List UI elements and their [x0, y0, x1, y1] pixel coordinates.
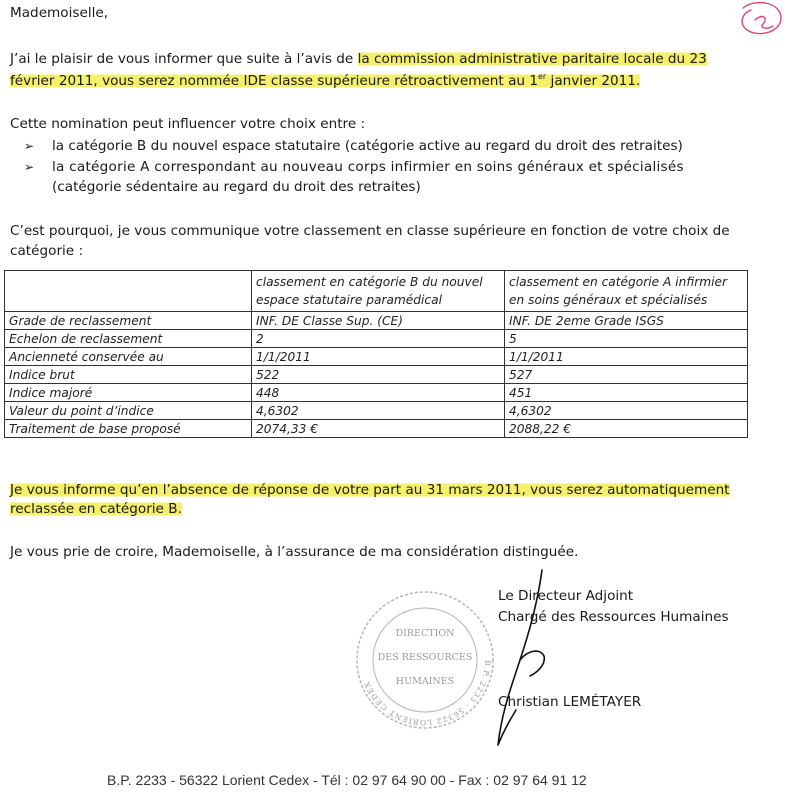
table-row [5, 312, 748, 330]
p1-superscript: er [538, 72, 547, 81]
closing-formula: Je vous prie de croire, Mademoiselle, à l’assurance de ma considération distinguée. [10, 544, 579, 560]
p1-text-a: J’ai le plaisir de vous informer que suite à l’avis de [10, 51, 358, 67]
table-cell: 451 [505, 384, 748, 402]
paragraph-1-line-1 [10, 50, 707, 68]
table-cell: 522 [252, 366, 505, 384]
table-cell: 2 [252, 330, 505, 348]
salutation: Mademoiselle, [10, 5, 109, 21]
table-cell: INF. DE 2eme Grade ISGS [505, 312, 748, 330]
table-cell: Ancienneté conservée au [5, 348, 252, 366]
table-cell: INF. DE Classe Sup. (CE) [252, 312, 505, 330]
table-cell: 4,6302 [252, 402, 505, 420]
paragraph-4-line-1 [10, 481, 730, 499]
table-cell: Traitement de base proposé [5, 420, 252, 438]
paragraph-2-intro: Cette nomination peut influencer votre choix entre : [10, 116, 366, 132]
signatory-name: Christian LEMÉTAYER [498, 694, 642, 710]
paragraph-4-line-2 [10, 500, 182, 518]
stamp-ring-text: B.P. 2233 - 56322 LORIENT CEDEX [362, 659, 493, 728]
bullet-1: la catégorie B du nouvel espace statutaire (catégorie active au regard du droit des retraites) [52, 138, 683, 154]
table-cell: 1/1/2011 [505, 348, 748, 366]
table-header-cell: classement en catégorie A infirmier en soins généraux et spécialisés [505, 271, 748, 312]
paragraph-1-line-2 [10, 72, 640, 90]
table-row [5, 330, 748, 348]
table-cell: 527 [505, 366, 748, 384]
table-cell: Indice majoré [5, 384, 252, 402]
pencil-annotation-mark [733, 0, 789, 40]
stamp-line-3: HUMAINES [395, 676, 455, 687]
table-header-cell: classement en catégorie B du nouvel espace statutaire paramédical [252, 271, 505, 312]
table-row [5, 348, 748, 366]
bullet-2-continuation: (catégorie sédentaire au regard du droit des retraites) [52, 179, 421, 195]
p1-highlight-b: la commission administrative paritaire locale du 23 [357, 51, 707, 67]
table-cell: 2088,22 € [505, 420, 748, 438]
table-cell: 1/1/2011 [252, 348, 505, 366]
table-cell: Echelon de reclassement [5, 330, 252, 348]
stamp-line-1: DIRECTION [395, 628, 455, 639]
table-row [5, 420, 748, 438]
signatory-title-2: Chargé des Ressources Humaines [498, 609, 729, 625]
p1-text-d: janvier 2011. [546, 73, 641, 89]
table-header-row [5, 271, 748, 312]
table-row [5, 402, 748, 420]
table-row [5, 366, 748, 384]
table-header-cell [5, 271, 252, 312]
footer-address: B.P. 2233 - 56322 Lorient Cedex - Tél : 02 97 64 90 00 - Fax : 02 97 64 91 12 [107, 772, 587, 788]
handwritten-signature [480, 560, 570, 760]
p1-text-c: février 2011, vous serez nommée IDE classe supérieure rétroactivement au 1 [10, 73, 538, 89]
p4-highlight-b: reclassée en catégorie B. [10, 501, 182, 517]
table-cell: 448 [252, 384, 505, 402]
arrow-bullet-icon: ➢ [24, 160, 35, 174]
table-cell: Grade de reclassement [5, 312, 252, 330]
table-cell: 5 [505, 330, 748, 348]
table-cell: Valeur du point d’indice [5, 402, 252, 420]
table-cell: Indice brut [5, 366, 252, 384]
paragraph-3-line-2: catégorie : [10, 243, 84, 259]
table-cell: 4,6302 [505, 402, 748, 420]
p1-highlight-c [10, 73, 640, 89]
bullet-2: la catégorie A correspondant au nouveau corps infirmier en soins généraux et spécialisés [52, 159, 684, 175]
classification-table [4, 270, 748, 438]
table-row [5, 384, 748, 402]
stamp-line-2: DES RESSOURCES [377, 652, 473, 663]
signatory-title-1: Le Directeur Adjoint [498, 588, 634, 604]
p4-highlight-a: Je vous informe qu’en l’absence de réponse de votre part au 31 mars 2011, vous serez automatiquement [10, 482, 730, 498]
paragraph-3-line-1: C’est pourquoi, je vous communique votre classement en classe supérieure en fonction de votre choix de [10, 223, 730, 239]
table-cell: 2074,33 € [252, 420, 505, 438]
svg-text:B.P. 2233 - 56322 LORIENT CEDE [362, 660, 492, 727]
hr-department-stamp [353, 588, 497, 732]
arrow-bullet-icon: ➢ [24, 139, 35, 153]
